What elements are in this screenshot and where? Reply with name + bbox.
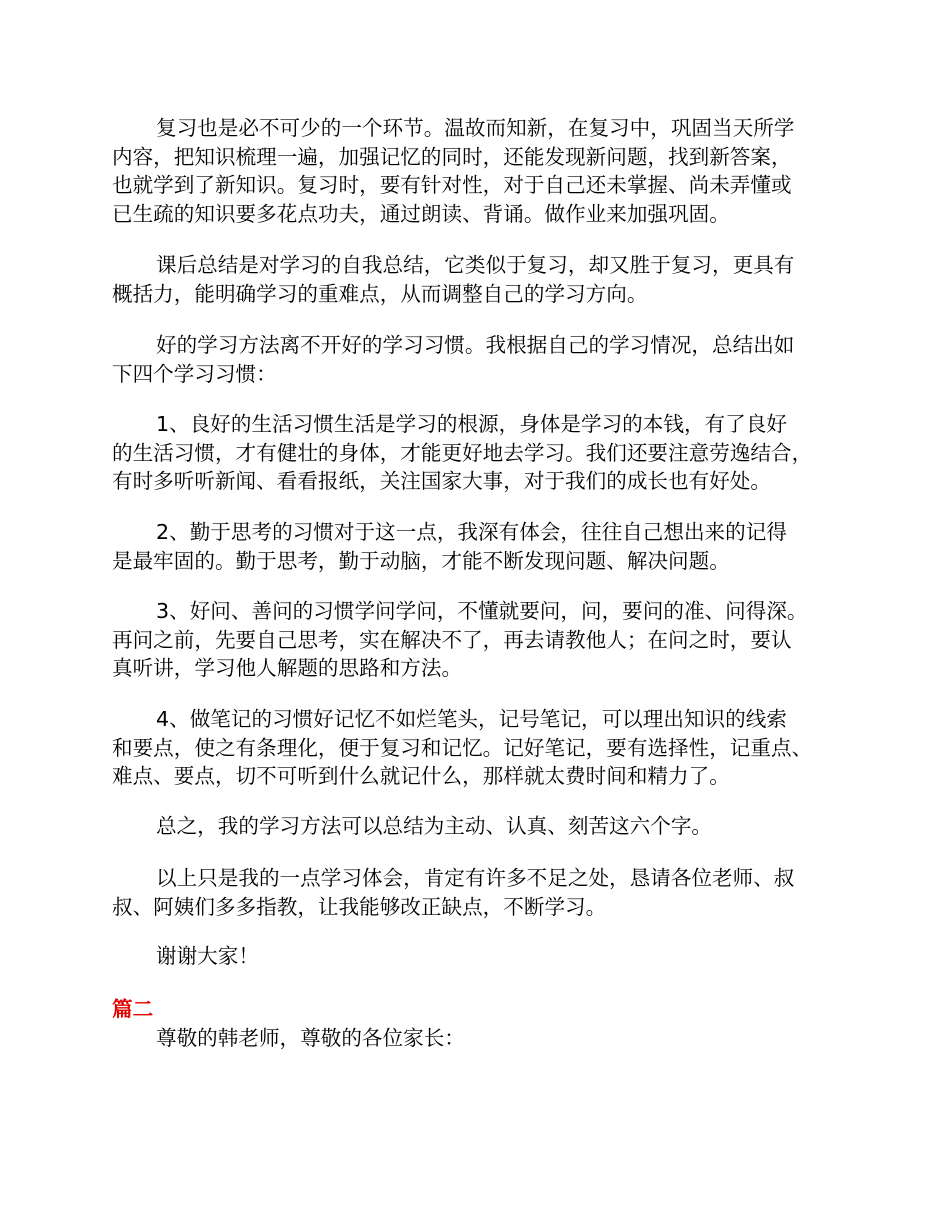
text-line: 课后总结是对学习的自我总结，它类似于复习，却又胜于复习，更具有 [156,253,795,277]
paragraph-conclusion [112,812,852,841]
paragraph-thank-you [112,942,852,971]
text-line: 1、良好的生活习惯生活是学习的根源，身体是学习的本钱，有了良好 [156,412,787,436]
section-heading: 篇二 [112,997,154,1021]
text-line: 叔、阿姨们多多指教，让我能够改正缺点，不断学习。 [112,894,607,919]
text-line: 下四个学习习惯： [112,361,277,386]
paragraph-habit-3 [112,597,852,683]
paragraph-review [112,114,852,228]
text-line: 尊敬的韩老师，尊敬的各位家长： [156,1026,465,1050]
text-line: 概括力，能明确学习的重难点，从而调整自己的学习方向。 [112,281,648,306]
text-line: 内容，把知识梳理一遍，加强记忆的同时，还能发现新问题，找到新答案， [112,144,792,169]
paragraph-summary [112,251,852,308]
text-line: 是最牢固的。勤于思考，勤于动脑，才能不断发现问题、解决问题。 [112,548,730,573]
text-line: 2、勤于思考的习惯对于这一点，我深有体会，往往自己想出来的记得 [156,520,787,544]
paragraph-habit-4 [112,705,852,791]
text-line: 有时多听听新闻、看看报纸，关注国家大事，对于我们的成长也有好处。 [112,469,771,494]
text-line: 4、做笔记的习惯好记忆不如烂笔头，记号笔记，可以理出知识的线索 [156,707,787,731]
text-line: 和要点，使之有条理化，便于复习和记忆。记好笔记，要有选择性，记重点、 [112,735,813,760]
paragraph-thanks-request [112,864,852,921]
text-line: 真听讲，学习他人解题的思路和方法。 [112,656,463,681]
text-line: 谢谢大家！ [156,944,259,968]
text-line: 3、好问、善问的习惯学问学问，不懂就要问，问，要问的准、问得深。 [156,599,808,623]
text-line: 难点、要点，切不可听到什么就记什么，那样就太费时间和精力了。 [112,764,730,789]
text-line: 总之，我的学习方法可以总结为主动、认真、刻苦这六个字。 [156,814,713,838]
text-line: 的生活习惯，才有健壮的身体，才能更好地去学习。我们还要注意劳逸结合， [112,440,813,465]
paragraph-habit-1 [112,410,852,496]
greeting-line [112,1024,852,1053]
text-line: 复习也是必不可少的一个环节。温故而知新，在复习中，巩固当天所学 [156,116,795,140]
text-line: 已生疏的知识要多花点功夫，通过朗读、背诵。做作业来加强巩固。 [112,201,730,226]
paragraph-habit-2 [112,518,852,575]
text-line: 也就学到了新知识。复习时，要有针对性，对于自己还未掌握、尚未弄懂或 [112,173,792,198]
text-line: 好的学习方法离不开好的学习习惯。我根据自己的学习情况，总结出如 [156,333,795,357]
text-line: 以上只是我的一点学习体会，肯定有许多不足之处，恳请各位老师、叔 [156,866,795,890]
text-line: 再问之前，先要自己思考，实在解决不了，再去请教他人；在问之时，要认 [112,627,792,652]
paragraph-habits-intro [112,331,852,388]
